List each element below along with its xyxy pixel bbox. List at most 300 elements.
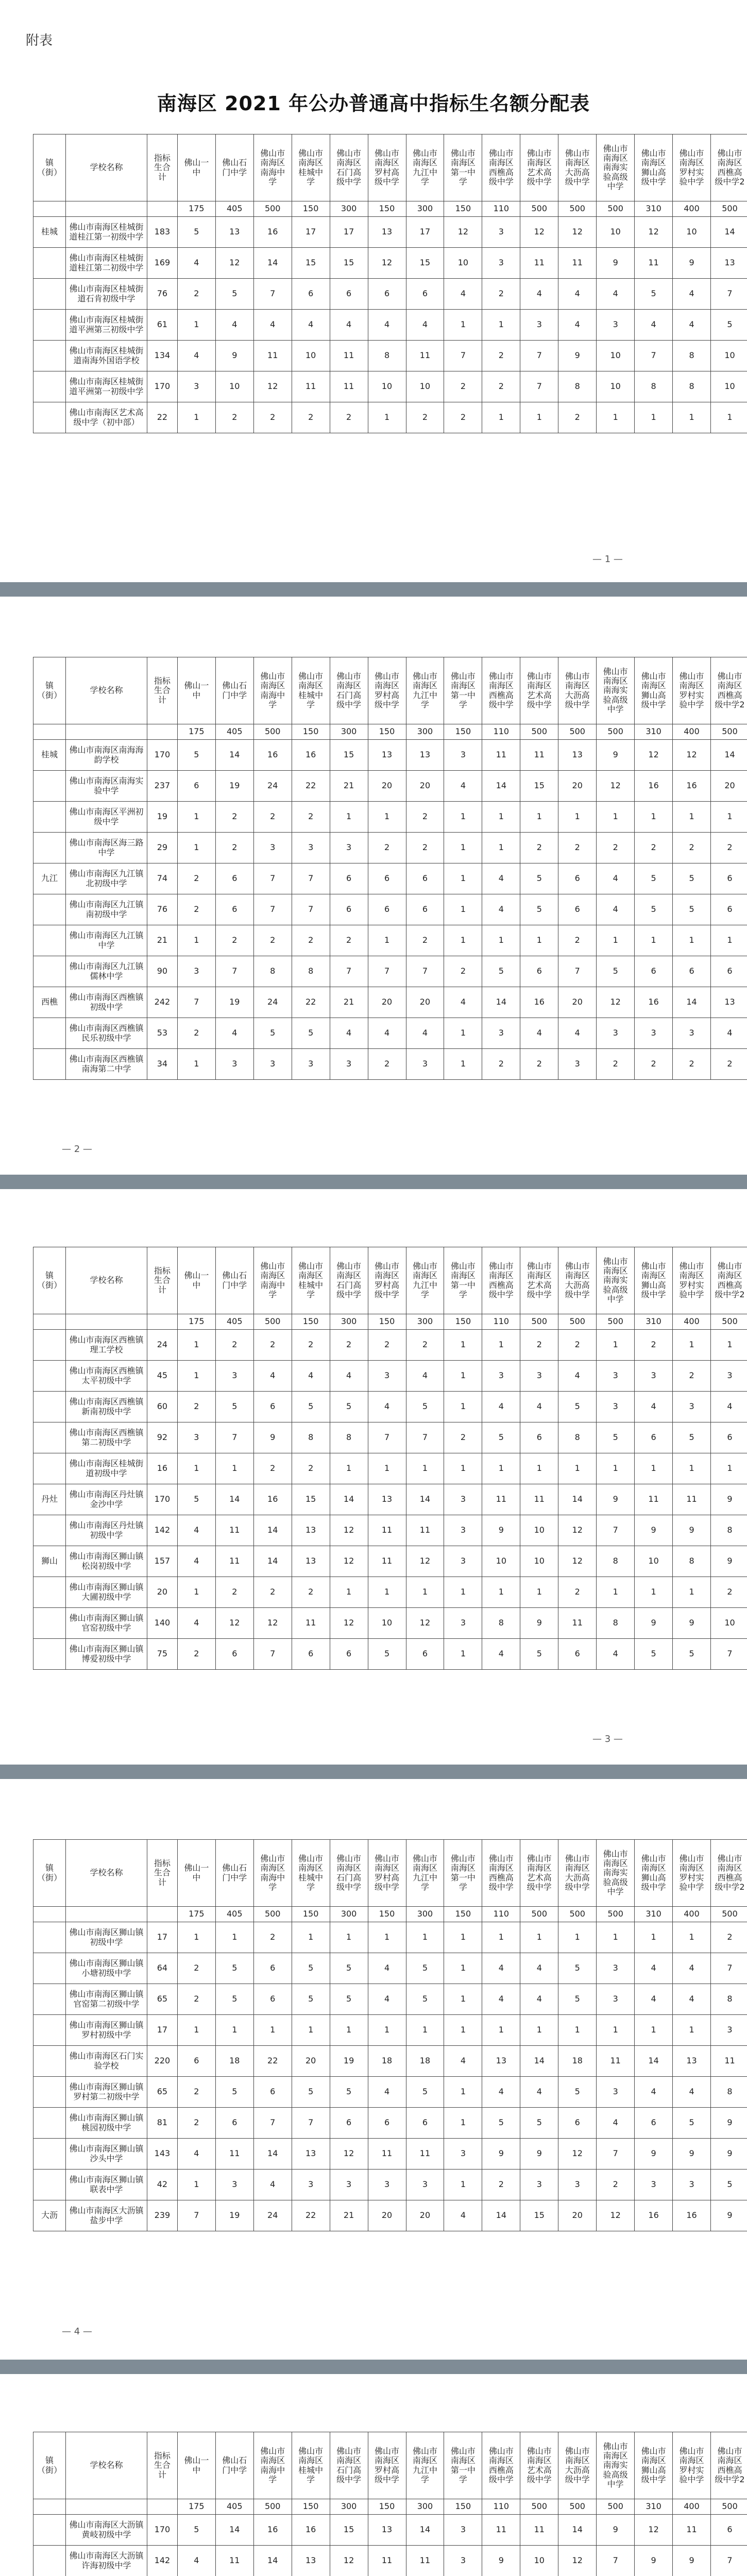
quota-cell: 5 — [406, 1953, 444, 1984]
quota-cell: 4 — [558, 310, 597, 341]
town-cell — [33, 1018, 66, 1049]
quota-cell: 14 — [482, 771, 520, 802]
quota-cell: 300 — [330, 724, 368, 740]
quota-cell: 10 — [292, 341, 330, 371]
quota-cell: 7 — [292, 863, 330, 894]
school-name-cell: 佛山市南海区西樵镇民乐初级中学 — [66, 1018, 147, 1049]
page-number: — 4 — — [62, 2326, 92, 2337]
quota-cell: 6 — [330, 863, 368, 894]
quota-cell: 500 — [253, 201, 292, 217]
quota-cell: 11 — [215, 1515, 253, 1546]
quota-cell: 18 — [215, 2046, 253, 2077]
quota-cell: 3 — [253, 833, 292, 863]
quota-cell: 2 — [292, 1577, 330, 1608]
quota-cell: 175 — [177, 724, 215, 740]
quota-cell: 10 — [368, 1608, 406, 1639]
quota-cell: 2 — [177, 1392, 215, 1422]
page-separator — [0, 1765, 747, 1779]
quota-cell: 17 — [330, 217, 368, 248]
column-header: 佛山市南海区第一中学 — [444, 1247, 482, 1314]
table-row — [33, 2499, 747, 2515]
column-header: 镇（街） — [33, 134, 66, 201]
town-cell: 九江 — [33, 863, 66, 894]
quota-cell: 2 — [520, 1049, 558, 1080]
quota-cell: 7 — [520, 371, 558, 402]
table-row — [33, 1361, 747, 1392]
quota-cell: 9 — [673, 2139, 711, 2170]
quota-cell: 1 — [597, 925, 635, 956]
quota-total-cell: 90 — [147, 956, 177, 987]
quota-cell: 9 — [597, 740, 635, 771]
town-cell — [33, 341, 66, 371]
quota-cell: 4 — [558, 279, 597, 310]
quota-cell: 2 — [444, 1422, 482, 1453]
school-name-cell: 佛山市南海区西樵镇第二初级中学 — [66, 1422, 147, 1453]
quota-cell: 150 — [444, 724, 482, 740]
quota-cell: 3 — [177, 371, 215, 402]
quota-cell: 8 — [711, 1515, 747, 1546]
quota-cell: 175 — [177, 2499, 215, 2515]
column-header: 佛山市南海区石门高级中学 — [330, 657, 368, 724]
quota-cell: 300 — [406, 1907, 444, 1922]
quota-cell: 6 — [711, 956, 747, 987]
quota-cell: 1 — [368, 1577, 406, 1608]
town-cell — [33, 1049, 66, 1080]
quota-cell: 11 — [520, 1484, 558, 1515]
column-header: 佛山石门中学 — [215, 134, 253, 201]
quota-cell: 6 — [635, 1422, 673, 1453]
quota-cell: 9 — [673, 1608, 711, 1639]
column-header: 佛山市南海区罗村高级中学 — [368, 2432, 406, 2499]
school-name-cell: 佛山市南海区平洲初级中学 — [66, 802, 147, 833]
quota-cell: 11 — [215, 2139, 253, 2170]
quota-cell: 4 — [558, 1018, 597, 1049]
quota-cell: 7 — [406, 1422, 444, 1453]
column-header: 佛山市南海区罗村高级中学 — [368, 134, 406, 201]
column-header: 佛山市南海区西樵高级中学2 — [711, 134, 747, 201]
quota-total-cell: 75 — [147, 1639, 177, 1670]
quota-cell: 9 — [215, 341, 253, 371]
quota-cell: 1 — [444, 894, 482, 925]
quota-cell: 500 — [520, 1314, 558, 1330]
quota-cell: 13 — [711, 248, 747, 279]
quota-cell: 12 — [558, 1546, 597, 1577]
quota-cell: 5 — [215, 1984, 253, 2015]
quota-cell: 19 — [215, 771, 253, 802]
quota-cell: 16 — [292, 740, 330, 771]
quota-cell: 4 — [635, 310, 673, 341]
quota-total-cell: 170 — [147, 371, 177, 402]
quota-cell: 2 — [253, 1453, 292, 1484]
quota-cell: 1 — [597, 1330, 635, 1361]
quota-cell: 9 — [597, 2515, 635, 2546]
column-header: 佛山市南海区艺术高级中学 — [520, 1247, 558, 1314]
quota-cell: 175 — [177, 1314, 215, 1330]
quota-cell: 1 — [444, 2077, 482, 2108]
quota-cell: 400 — [673, 724, 711, 740]
quota-cell: 8 — [597, 1546, 635, 1577]
quota-cell: 1 — [520, 802, 558, 833]
quota-cell: 500 — [711, 2499, 747, 2515]
town-cell — [33, 1392, 66, 1422]
quota-cell: 310 — [635, 2499, 673, 2515]
quota-cell: 1 — [368, 802, 406, 833]
town-cell — [33, 2499, 66, 2515]
quota-cell: 150 — [368, 2499, 406, 2515]
quota-cell: 11 — [368, 2546, 406, 2576]
quota-cell: 7 — [406, 956, 444, 987]
quota-cell: 12 — [673, 740, 711, 771]
quota-cell: 300 — [406, 201, 444, 217]
column-header: 佛山市南海区罗村实验中学 — [673, 657, 711, 724]
table-row — [33, 2077, 747, 2108]
quota-cell: 3 — [597, 1392, 635, 1422]
quota-cell: 12 — [520, 217, 558, 248]
quota-cell: 1 — [444, 2015, 482, 2046]
quota-cell: 6 — [711, 863, 747, 894]
quota-cell: 5 — [520, 863, 558, 894]
quota-total-cell: 29 — [147, 833, 177, 863]
column-header: 佛山一中 — [177, 1840, 215, 1907]
quota-cell: 5 — [635, 863, 673, 894]
quota-cell: 14 — [635, 2046, 673, 2077]
column-header: 佛山市南海区罗村高级中学 — [368, 1247, 406, 1314]
town-cell — [33, 1314, 66, 1330]
quota-cell: 4 — [558, 1361, 597, 1392]
quota-cell: 5 — [482, 2108, 520, 2139]
quota-cell: 1 — [215, 1922, 253, 1953]
quota-cell: 2 — [711, 1922, 747, 1953]
quota-cell: 6 — [292, 1639, 330, 1670]
quota-cell: 2 — [330, 402, 368, 433]
quota-cell: 1 — [635, 925, 673, 956]
quota-cell: 1 — [673, 1577, 711, 1608]
school-name-cell: 佛山市南海区九江镇北初级中学 — [66, 863, 147, 894]
quota-cell: 2 — [711, 1577, 747, 1608]
quota-cell: 16 — [635, 771, 673, 802]
allocation-table — [33, 134, 747, 433]
quota-cell: 16 — [253, 217, 292, 248]
quota-cell: 2 — [177, 1953, 215, 1984]
quota-total-cell: 183 — [147, 217, 177, 248]
town-cell — [33, 1953, 66, 1984]
quota-total-cell: 53 — [147, 1018, 177, 1049]
quota-cell: 7 — [292, 894, 330, 925]
column-header: 佛山市南海区第一中学 — [444, 2432, 482, 2499]
quota-cell: 2 — [253, 402, 292, 433]
quota-cell: 3 — [292, 2170, 330, 2200]
quota-total-cell: 61 — [147, 310, 177, 341]
column-header: 佛山市南海区南海中学 — [253, 1247, 292, 1314]
school-name-cell: 佛山市南海区桂城街道平洲第三初级中学 — [66, 310, 147, 341]
quota-cell: 11 — [406, 341, 444, 371]
quota-total-cell: 24 — [147, 1330, 177, 1361]
quota-cell: 3 — [635, 1018, 673, 1049]
quota-cell: 7 — [597, 2139, 635, 2170]
quota-cell: 1 — [635, 1453, 673, 1484]
quota-cell: 5 — [673, 1639, 711, 1670]
quota-cell: 300 — [406, 2499, 444, 2515]
quota-total-cell: 170 — [147, 740, 177, 771]
quota-cell: 18 — [406, 2046, 444, 2077]
quota-cell: 7 — [253, 894, 292, 925]
quota-cell: 1 — [177, 1330, 215, 1361]
quota-cell: 5 — [520, 1639, 558, 1670]
quota-cell: 4 — [635, 1953, 673, 1984]
quota-cell: 9 — [635, 1608, 673, 1639]
quota-cell: 1 — [673, 2015, 711, 2046]
quota-cell: 20 — [406, 2200, 444, 2231]
quota-cell: 5 — [292, 1984, 330, 2015]
quota-cell: 5 — [482, 956, 520, 987]
quota-cell: 11 — [253, 341, 292, 371]
quota-cell: 175 — [177, 1907, 215, 1922]
school-name-cell: 佛山市南海区大沥镇盐步中学 — [66, 2200, 147, 2231]
quota-total-cell: 92 — [147, 1422, 177, 1453]
quota-cell: 2 — [558, 833, 597, 863]
quota-cell: 310 — [635, 724, 673, 740]
table-row — [33, 2546, 747, 2576]
quota-cell: 9 — [711, 1546, 747, 1577]
quota-cell: 2 — [558, 1330, 597, 1361]
town-cell — [33, 956, 66, 987]
school-name-cell: 佛山市南海区九江镇中学 — [66, 925, 147, 956]
quota-cell: 150 — [368, 724, 406, 740]
quota-cell: 4 — [673, 310, 711, 341]
quota-cell: 500 — [558, 201, 597, 217]
quota-cell: 20 — [292, 2046, 330, 2077]
quota-cell: 4 — [597, 863, 635, 894]
quota-cell: 500 — [520, 1907, 558, 1922]
quota-cell: 5 — [482, 1422, 520, 1453]
quota-cell: 11 — [368, 1515, 406, 1546]
column-header: 镇（街） — [33, 1247, 66, 1314]
quota-cell: 1 — [711, 1453, 747, 1484]
quota-cell: 9 — [635, 2139, 673, 2170]
quota-cell: 4 — [330, 310, 368, 341]
school-name-cell: 佛山市南海区狮山镇松岗初级中学 — [66, 1546, 147, 1577]
town-cell — [33, 1639, 66, 1670]
column-header: 佛山市南海区西樵高级中学2 — [711, 657, 747, 724]
quota-cell: 405 — [215, 201, 253, 217]
quota-cell: 1 — [292, 1922, 330, 1953]
quota-cell: 5 — [368, 1639, 406, 1670]
quota-cell: 310 — [635, 1907, 673, 1922]
quota-cell: 1 — [444, 2170, 482, 2200]
quota-cell: 15 — [330, 2515, 368, 2546]
column-header: 指标生合计 — [147, 1840, 177, 1907]
quota-cell: 2 — [482, 2170, 520, 2200]
column-header: 镇（街） — [33, 1840, 66, 1907]
quota-cell: 1 — [597, 1453, 635, 1484]
quota-cell: 14 — [253, 1546, 292, 1577]
column-header: 佛山市南海区九江中学 — [406, 1247, 444, 1314]
table-header-row — [33, 1247, 747, 1314]
quota-cell: 4 — [597, 2108, 635, 2139]
town-cell: 狮山 — [33, 1546, 66, 1577]
column-header: 学校名称 — [66, 1247, 147, 1314]
column-header: 佛山市南海区南海中学 — [253, 657, 292, 724]
quota-cell: 11 — [520, 248, 558, 279]
town-cell — [33, 2139, 66, 2170]
town-cell — [33, 310, 66, 341]
quota-cell: 3 — [558, 2170, 597, 2200]
quota-cell: 9 — [673, 248, 711, 279]
quota-cell: 2 — [215, 802, 253, 833]
quota-cell: 1 — [482, 802, 520, 833]
quota-cell: 4 — [368, 2077, 406, 2108]
quota-cell: 13 — [482, 2046, 520, 2077]
quota-cell: 11 — [330, 341, 368, 371]
quota-cell: 12 — [558, 217, 597, 248]
quota-cell: 13 — [292, 1546, 330, 1577]
quota-cell: 500 — [597, 2499, 635, 2515]
quota-cell: 7 — [368, 1422, 406, 1453]
quota-cell: 9 — [711, 2139, 747, 2170]
town-cell — [33, 1330, 66, 1361]
table-row — [33, 863, 747, 894]
quota-cell: 1 — [444, 1361, 482, 1392]
quota-cell: 2 — [177, 1018, 215, 1049]
school-name-cell: 佛山市南海区狮山镇官窑第二初级中学 — [66, 1984, 147, 2015]
town-cell — [33, 371, 66, 402]
quota-cell: 11 — [673, 1484, 711, 1515]
quota-cell: 1 — [177, 833, 215, 863]
quota-cell: 3 — [444, 2139, 482, 2170]
column-header: 佛山市南海区桂城中学 — [292, 1247, 330, 1314]
quota-cell: 4 — [482, 863, 520, 894]
quota-cell: 2 — [444, 402, 482, 433]
column-header: 佛山市南海区西樵高级中学 — [482, 2432, 520, 2499]
quota-cell: 1 — [444, 1392, 482, 1422]
quota-cell: 7 — [253, 863, 292, 894]
quota-cell: 4 — [406, 310, 444, 341]
column-header: 指标生合计 — [147, 134, 177, 201]
quota-cell: 150 — [444, 1907, 482, 1922]
quota-cell: 5 — [635, 279, 673, 310]
quota-cell: 2 — [177, 279, 215, 310]
table-row — [33, 2515, 747, 2546]
quota-cell: 10 — [406, 371, 444, 402]
column-header: 佛山一中 — [177, 2432, 215, 2499]
quota-cell: 3 — [558, 1049, 597, 1080]
quota-cell: 3 — [635, 2170, 673, 2200]
quota-cell: 2 — [558, 402, 597, 433]
quota-cell: 18 — [558, 2046, 597, 2077]
quota-cell: 150 — [444, 201, 482, 217]
quota-cell: 6 — [177, 2046, 215, 2077]
quota-cell: 2 — [558, 1577, 597, 1608]
quota-cell: 1 — [177, 802, 215, 833]
quota-cell: 1 — [292, 2015, 330, 2046]
quota-total-cell: 17 — [147, 2015, 177, 2046]
quota-cell: 24 — [253, 987, 292, 1018]
quota-cell: 3 — [482, 217, 520, 248]
quota-cell: 6 — [215, 863, 253, 894]
quota-cell: 8 — [482, 1608, 520, 1639]
quota-cell: 5 — [673, 2108, 711, 2139]
quota-cell: 310 — [635, 1314, 673, 1330]
quota-cell: 4 — [597, 279, 635, 310]
column-header: 佛山市南海区西樵高级中学 — [482, 1247, 520, 1314]
quota-cell: 8 — [635, 371, 673, 402]
allocation-table — [33, 1247, 747, 1670]
quota-cell: 1 — [444, 1984, 482, 2015]
quota-cell: 4 — [215, 310, 253, 341]
quota-cell: 2 — [482, 1049, 520, 1080]
quota-cell: 10 — [597, 341, 635, 371]
quota-cell: 6 — [406, 1639, 444, 1670]
column-header: 佛山市南海区桂城中学 — [292, 134, 330, 201]
quota-cell: 14 — [215, 1484, 253, 1515]
quota-cell: 11 — [482, 1484, 520, 1515]
quota-cell: 1 — [330, 1922, 368, 1953]
quota-cell: 1 — [482, 1330, 520, 1361]
quota-cell: 22 — [253, 2046, 292, 2077]
quota-cell: 400 — [673, 1907, 711, 1922]
quota-cell: 8 — [368, 341, 406, 371]
quota-cell: 5 — [177, 740, 215, 771]
quota-cell: 1 — [558, 1922, 597, 1953]
quota-cell: 300 — [330, 1314, 368, 1330]
quota-cell: 4 — [482, 1392, 520, 1422]
quota-cell: 3 — [673, 1392, 711, 1422]
quota-cell: 3 — [444, 1608, 482, 1639]
quota-cell: 2 — [292, 802, 330, 833]
quota-cell: 11 — [482, 2515, 520, 2546]
quota-cell: 11 — [673, 2515, 711, 2546]
column-header: 佛山市南海区西樵高级中学2 — [711, 1247, 747, 1314]
column-header: 佛山市南海区罗村高级中学 — [368, 657, 406, 724]
quota-cell: 6 — [330, 2108, 368, 2139]
quota-cell: 4 — [368, 1018, 406, 1049]
quota-cell: 1 — [482, 833, 520, 863]
quota-cell: 1 — [330, 1453, 368, 1484]
quota-cell: 1 — [177, 1922, 215, 1953]
quota-cell: 4 — [711, 1392, 747, 1422]
quota-cell: 4 — [215, 1018, 253, 1049]
quota-cell: 10 — [215, 371, 253, 402]
quota-cell: 4 — [711, 1018, 747, 1049]
school-name-cell — [66, 201, 147, 217]
quota-cell: 24 — [253, 771, 292, 802]
quota-cell: 310 — [635, 201, 673, 217]
quota-cell: 16 — [253, 740, 292, 771]
quota-cell: 2 — [444, 956, 482, 987]
table-row — [33, 2139, 747, 2170]
school-name-cell: 佛山市南海区桂城街道桂江第一初级中学 — [66, 217, 147, 248]
quota-cell: 4 — [444, 771, 482, 802]
quota-cell: 6 — [711, 1422, 747, 1453]
town-cell — [33, 1577, 66, 1608]
town-cell — [33, 925, 66, 956]
quota-total-cell: 242 — [147, 987, 177, 1018]
quota-cell: 10 — [711, 371, 747, 402]
quota-cell: 11 — [635, 248, 673, 279]
quota-cell: 7 — [711, 279, 747, 310]
town-cell — [33, 771, 66, 802]
quota-total-cell: 140 — [147, 1608, 177, 1639]
table-row — [33, 1907, 747, 1922]
quota-cell: 1 — [177, 2170, 215, 2200]
quota-cell: 17 — [406, 217, 444, 248]
quota-cell: 12 — [330, 2139, 368, 2170]
quota-cell: 4 — [330, 1018, 368, 1049]
quota-cell: 2 — [215, 1577, 253, 1608]
quota-cell: 8 — [673, 341, 711, 371]
quota-cell: 3 — [482, 1361, 520, 1392]
table-header-row — [33, 2432, 747, 2499]
